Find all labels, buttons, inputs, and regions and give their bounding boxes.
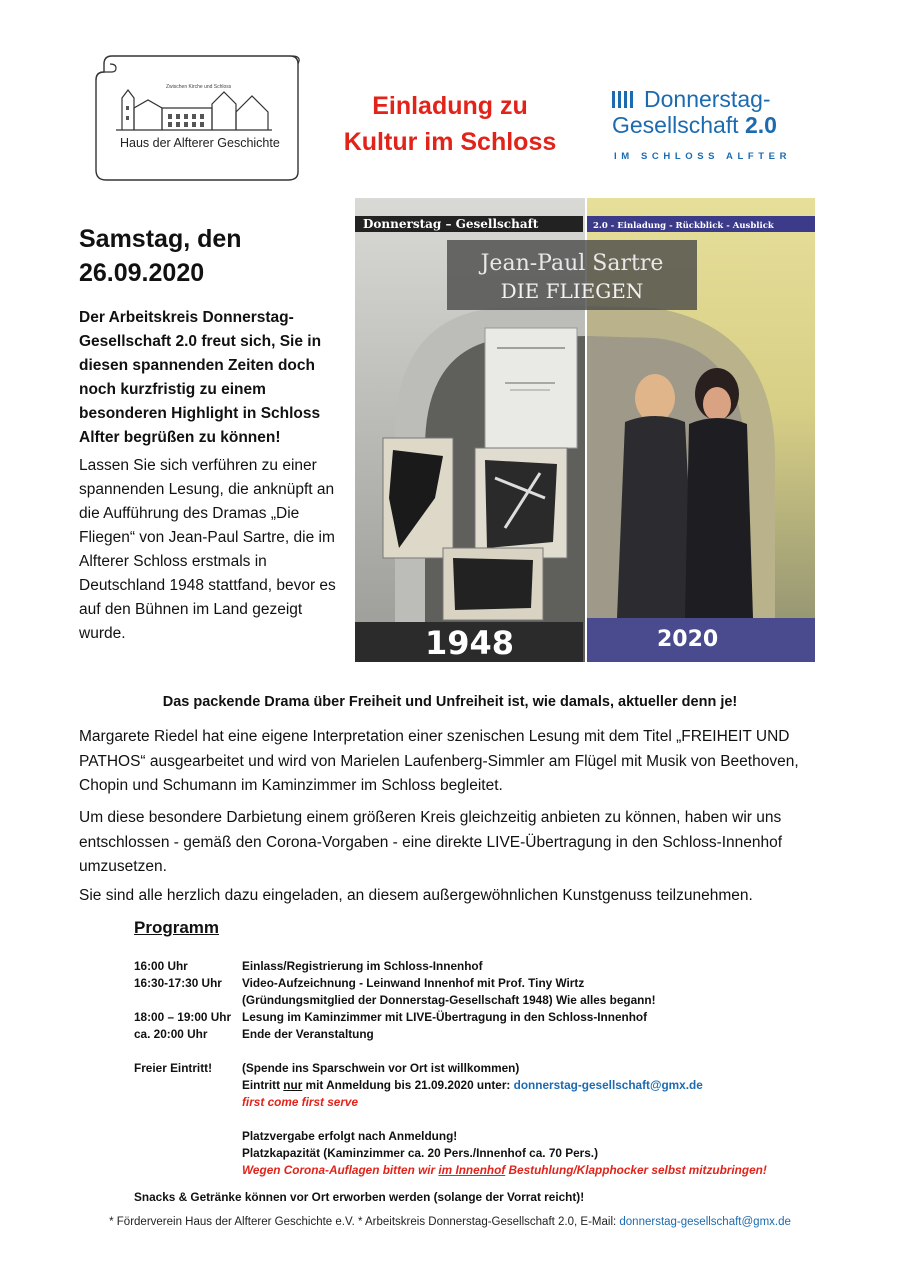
footer-email-link[interactable]: donnerstag-gesellschaft@gmx.de <box>619 1216 791 1228</box>
program-row <box>134 1026 374 1043</box>
logo-caption: Haus der Alfterer Geschichte <box>120 136 280 150</box>
first-come-row <box>134 1094 358 1111</box>
corona-text-b: Bestuhlung/Klapphocker selbst mitzubringen! <box>505 1163 767 1177</box>
program-row <box>134 958 483 975</box>
free-entry-note: (Spende ins Sparschwein vor Ort ist willkommen) <box>242 1061 520 1075</box>
program-row <box>134 992 656 1009</box>
capacity-row <box>134 1145 598 1162</box>
free-entry-label: Freier Eintritt! <box>134 1061 212 1075</box>
program-desc: Lesung im Kaminzimmer mit LIVE-Übertragung in den Schloss-Innenhof <box>242 1010 648 1024</box>
program-desc: Einlass/Registrierung im Schloss-Innenhof <box>242 959 483 973</box>
poster-band-right: 2.0 - Einladung - Rückblick - Ausblick <box>593 221 774 231</box>
snacks-note: Snacks & Getränke können vor Ort erworben werden (solange der Vorrat reicht)! <box>134 1190 585 1204</box>
seating-note: Platzvergabe erfolgt nach Anmeldung! <box>242 1129 458 1143</box>
logo-tagline: Zwischen Kirche und Schloss <box>166 84 232 90</box>
poster-play: DIE FLIEGEN <box>500 279 644 303</box>
poster-band-left: Donnerstag – Gesellschaft <box>363 217 539 231</box>
program-time: 16:30-17:30 Uhr <box>134 976 222 990</box>
capacity-note: Platzkapazität (Kaminzimmer ca. 20 Pers./Innenhof ca. 70 Pers.) <box>242 1146 599 1160</box>
program-desc: (Gründungsmitglied der Donnerstag-Gesellschaft 1948) Wie alles begann! <box>242 993 656 1007</box>
poster-author: Jean-Paul Sartre <box>480 251 664 276</box>
registration-row <box>134 1077 703 1094</box>
brand-line-1: Donnerstag- <box>644 86 771 112</box>
program-time: 16:00 Uhr <box>134 959 188 973</box>
program-desc: Ende der Veranstaltung <box>242 1027 374 1041</box>
title-line-2: Kultur im Schloss <box>343 128 557 156</box>
lead-text: Lassen Sie sich verführen zu einer spannenden Lesung, die anknüpft an die Aufführung des Dramas „Die Fliegen“ von Jean-Paul Sartre, die im Alfterer Schloss erstmals in Deutschland 1948 stattfand, bevor es auf den Bühnen im Land gezeigt wurde. <box>79 457 336 642</box>
title-line-1: Einladung zu <box>372 92 528 120</box>
program-title: Programm <box>134 918 220 937</box>
paragraph-3: Sie sind alle herzlich dazu eingeladen, an diesem außergewöhnlichen Kunstgenuss teilzunehmen. <box>79 887 753 904</box>
headline: Das packende Drama über Freiheit und Unfreiheit ist, wie damals, aktueller denn je! <box>162 694 738 710</box>
registration-email-link[interactable]: donnerstag-gesellschaft@gmx.de <box>513 1078 703 1092</box>
registration-text-b: mit Anmeldung bis 21.09.2020 unter: <box>302 1078 514 1092</box>
footer-text: * Förderverein Haus der Alfterer Geschichte e.V. * Arbeitskreis Donnerstag-Gesellschaft 2.0, E-Mail: <box>109 1216 620 1228</box>
date-line-2: 26.09.2020 <box>79 259 205 287</box>
corona-text-a: Wegen Corona-Auflagen bitten wir <box>242 1163 439 1177</box>
first-come-note: first come first serve <box>242 1095 359 1109</box>
free-entry-row <box>134 1060 519 1077</box>
program-row <box>134 1009 647 1026</box>
program-time: ca. 20:00 Uhr <box>134 1027 208 1041</box>
paragraph-1: Margarete Riedel hat eine eigene Interpretation einer szenischen Lesung mit dem Titel „FREIHEIT UND PATHOS“ ausgearbeitet und wird von Marielen Laufenberg-Simmler am Flügel mit Musik von Beethoven, Chopin und Schumann im Kaminzimmer im Schloss begleitet. <box>79 728 799 794</box>
registration-text-a: Eintritt <box>242 1078 284 1092</box>
haus-der-alfterer-geschichte-logo <box>92 52 304 184</box>
registration-only: nur <box>283 1078 303 1092</box>
intro-text: Der Arbeitskreis Donnerstag-Gesellschaft 2.0 freut sich, Sie in diesen spannenden Zeiten doch noch kurzfristig zu einem besonderen Highlight in Schloss Alfter begrüßen zu können! <box>79 309 322 446</box>
brand-line-2: Gesellschaft <box>612 112 745 138</box>
brand-subtitle: IM SCHLOSS ALFTER <box>614 151 792 162</box>
poster-year-left: 1948 <box>425 624 515 662</box>
corona-row <box>134 1162 767 1179</box>
program-row <box>134 975 584 992</box>
event-poster <box>355 198 815 662</box>
date-line-1: Samstag, den <box>79 225 242 253</box>
corona-innenhof: im Innenhof <box>438 1163 506 1177</box>
event-date <box>79 222 339 290</box>
program-desc: Video-Aufzeichnung - Leinwand Innenhof mit Prof. Tiny Wirtz <box>242 976 585 990</box>
page-title <box>330 88 570 160</box>
donnerstag-gesellschaft-logo <box>612 86 777 138</box>
seating-row <box>134 1128 457 1145</box>
paragraph-2: Um diese besondere Darbietung einem größeren Kreis gleichzeitig anbieten zu können, haben wir uns entschlossen - gemäß den Corona-Vorgaben - eine direkte LIVE-Übertragung in den Schloss-Innenhof umzusetzen. <box>79 809 783 875</box>
poster-year-right: 2020 <box>657 627 719 652</box>
program-time: 18:00 – 19:00 Uhr <box>134 1010 232 1024</box>
bars-icon <box>612 86 636 112</box>
footer <box>40 1216 860 1228</box>
brand-version: 2.0 <box>744 112 777 138</box>
